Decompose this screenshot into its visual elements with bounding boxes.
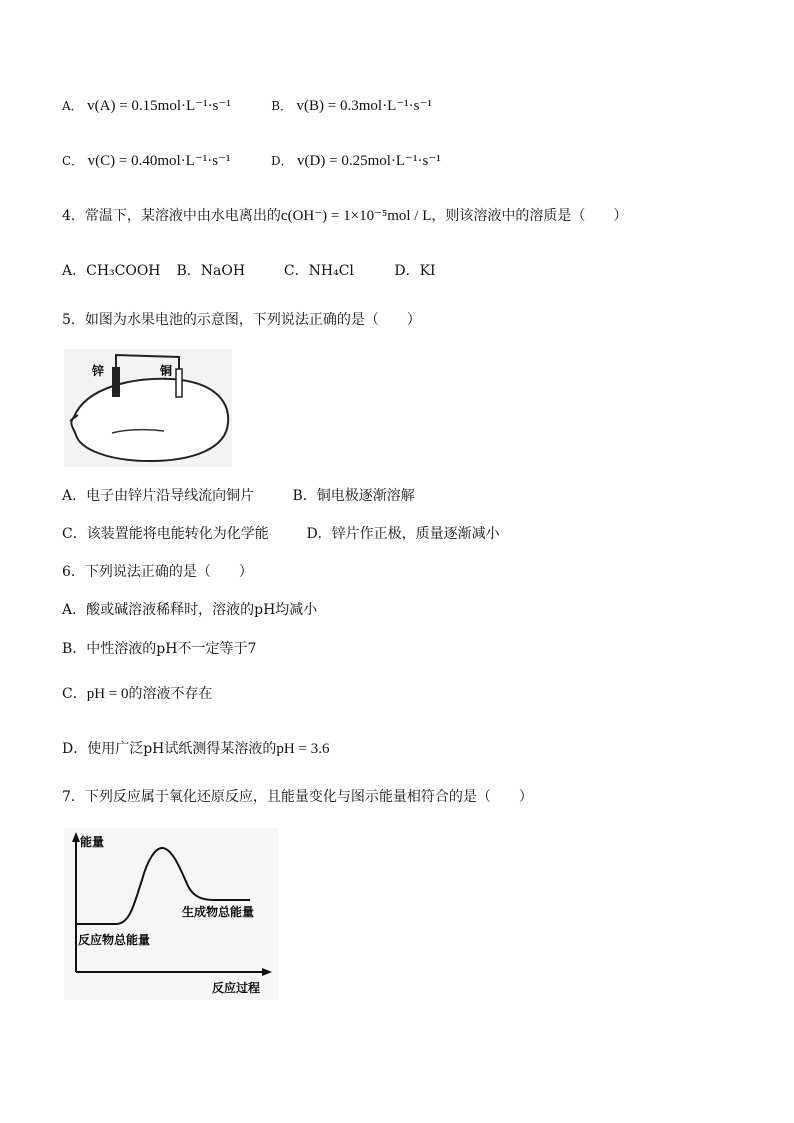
- q6-option-a[interactable]: A．酸或碱溶液稀释时，溶液的pH均减小: [62, 602, 318, 618]
- product-energy-label: 生成物总能量: [182, 905, 255, 919]
- q5-options-row1: [62, 487, 415, 505]
- q6-option-c-post: 的溶液不存在: [128, 686, 213, 702]
- q5-option-b[interactable]: B．铜电极逐渐溶解: [292, 488, 415, 504]
- q6-option-c-math: pH = 0: [86, 686, 129, 702]
- q3-option-b[interactable]: v(B) = 0.3mol·L⁻¹·s⁻¹: [296, 98, 432, 114]
- q6-option-b[interactable]: B．中性溶液的pH不一定等于7: [62, 641, 257, 657]
- copper-label: 铜: [160, 364, 173, 378]
- zinc-label: 锌: [92, 364, 105, 378]
- energy-y-label: 能量: [80, 835, 105, 849]
- q4-stem: [62, 207, 627, 225]
- q4-stem-pre: 4．常温下，某溶液中由水电离出的: [62, 208, 281, 224]
- q6-option-c-pre: C．: [62, 686, 87, 702]
- q6-option-c[interactable]: [62, 685, 213, 703]
- q5-option-c[interactable]: C．该装置能将电能转化为化学能: [62, 526, 269, 542]
- q3-option-a[interactable]: v(A) = 0.15mol·L⁻¹·s⁻¹: [87, 98, 231, 114]
- energy-diagram: [64, 828, 278, 1000]
- q4-option-b[interactable]: B．NaOH: [176, 263, 246, 279]
- q4-option-d[interactable]: D．KI: [394, 263, 436, 279]
- copper-plate: [176, 369, 182, 397]
- reactant-energy-label: 反应物总能量: [78, 933, 151, 947]
- energy-x-label: 反应过程: [212, 981, 261, 995]
- q3-option-b-label: B．: [271, 99, 293, 113]
- q4-option-a[interactable]: A．CH₃COOH: [62, 263, 161, 279]
- fruit-battery-figure: [64, 349, 232, 467]
- q4-stem-post: ，则该溶液中的溶质是（ ）: [431, 208, 628, 224]
- q3-option-c[interactable]: v(C) = 0.40mol·L⁻¹·s⁻¹: [87, 153, 231, 169]
- q4-options: [62, 262, 436, 280]
- q6-option-d[interactable]: [62, 740, 329, 758]
- q3-option-a-label: A．: [62, 99, 83, 113]
- q5-stem: 5．如图为水果电池的示意图，下列说法正确的是（ ）: [62, 312, 421, 328]
- q3-option-c-label: C．: [62, 154, 84, 168]
- q6-option-d-math: pH = 3.6: [276, 741, 330, 757]
- q3-option-d-label: D．: [270, 154, 293, 168]
- q4-stem-math: c(OH⁻) = 1×10⁻⁵mol / L: [280, 208, 432, 224]
- zinc-plate: [112, 367, 120, 397]
- q3-options-row2: [62, 152, 441, 170]
- q4-option-c[interactable]: C．NH₄Cl: [283, 263, 354, 279]
- q3-options-row1: [62, 97, 432, 115]
- q5-options-row2: [62, 525, 500, 543]
- q6-option-d-pre: D．使用广泛pH试纸测得某溶液的: [62, 741, 277, 757]
- q6-stem: 6．下列说法正确的是（ ）: [62, 564, 253, 580]
- q5-option-d[interactable]: D．锌片作正极，质量逐渐减小: [306, 526, 500, 542]
- q3-option-d[interactable]: v(D) = 0.25mol·L⁻¹·s⁻¹: [297, 153, 441, 169]
- q7-stem: 7．下列反应属于氧化还原反应，且能量变化与图示能量相符合的是（ ）: [62, 789, 533, 805]
- q5-option-a[interactable]: A．电子由锌片沿导线流向铜片: [62, 488, 255, 504]
